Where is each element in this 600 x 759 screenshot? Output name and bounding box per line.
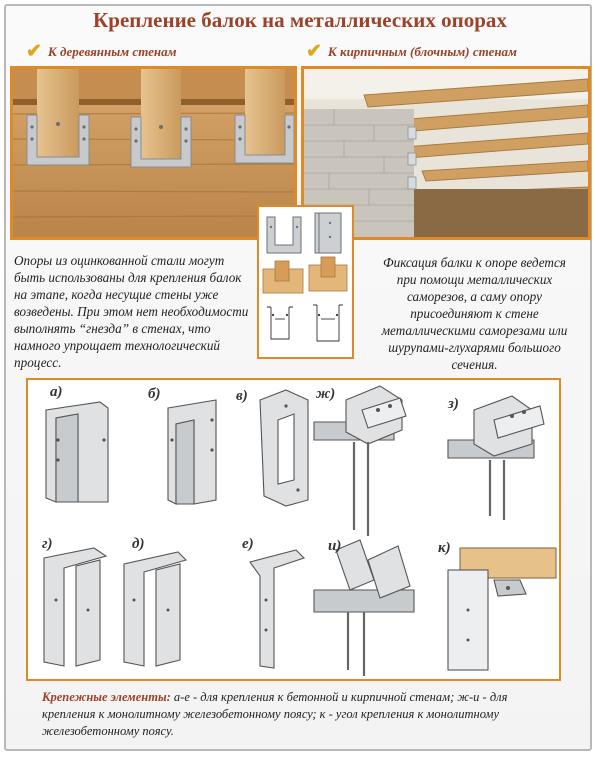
variant-label-g: г) — [42, 536, 53, 552]
variant-label-b: б) — [148, 386, 161, 402]
variant-label-d: д) — [132, 536, 145, 552]
footer-text: а-е - для крепления к бетонной и кирпичной стенам; ж-и - для крепления к монолитному железобетонному поясу; к - угол крепления к монолитному железобетонному поясу. — [42, 690, 508, 738]
hanger-variants-panel — [26, 378, 561, 681]
variant-label-z: з) — [448, 396, 459, 412]
left-caption: Опоры из оцинкованной стали могут быть использованы для крепления балок на этапе, когда несущие стены уже возведены. При этом нет необходимости выполнять “гнезда” в стенах, что намного упрощает технологический процесс. — [14, 253, 249, 370]
variant-label-a: а) — [50, 384, 63, 400]
page-title: Крепление балок на металлических опорах — [93, 8, 507, 32]
right-section-heading: К кирпичным (блочным) стенам — [327, 43, 517, 59]
variant-label-i: и) — [328, 538, 342, 554]
checkmark-icon: ✔ — [26, 41, 42, 62]
variant-label-v: в) — [236, 388, 248, 404]
footer-lead: Крепежные элементы: — [42, 690, 171, 704]
variant-label-zh: ж) — [316, 386, 336, 402]
hanger-inset — [257, 205, 354, 359]
footer-note — [42, 689, 562, 740]
right-section-header — [306, 42, 517, 61]
variant-label-k: к) — [438, 540, 451, 556]
checkmark-icon: ✔ — [306, 41, 322, 62]
right-caption: Фиксация балки к опоре ведется при помощи металлических саморезов, а саму опору присоединяют к стене металлическими саморезами или шурупами-глухарями большого сечения. — [381, 255, 568, 372]
left-section-heading: К деревянным стенам — [47, 43, 177, 59]
variant-label-e: е) — [242, 536, 254, 552]
wooden-wall-photo — [10, 66, 297, 240]
left-section-header — [26, 42, 177, 61]
